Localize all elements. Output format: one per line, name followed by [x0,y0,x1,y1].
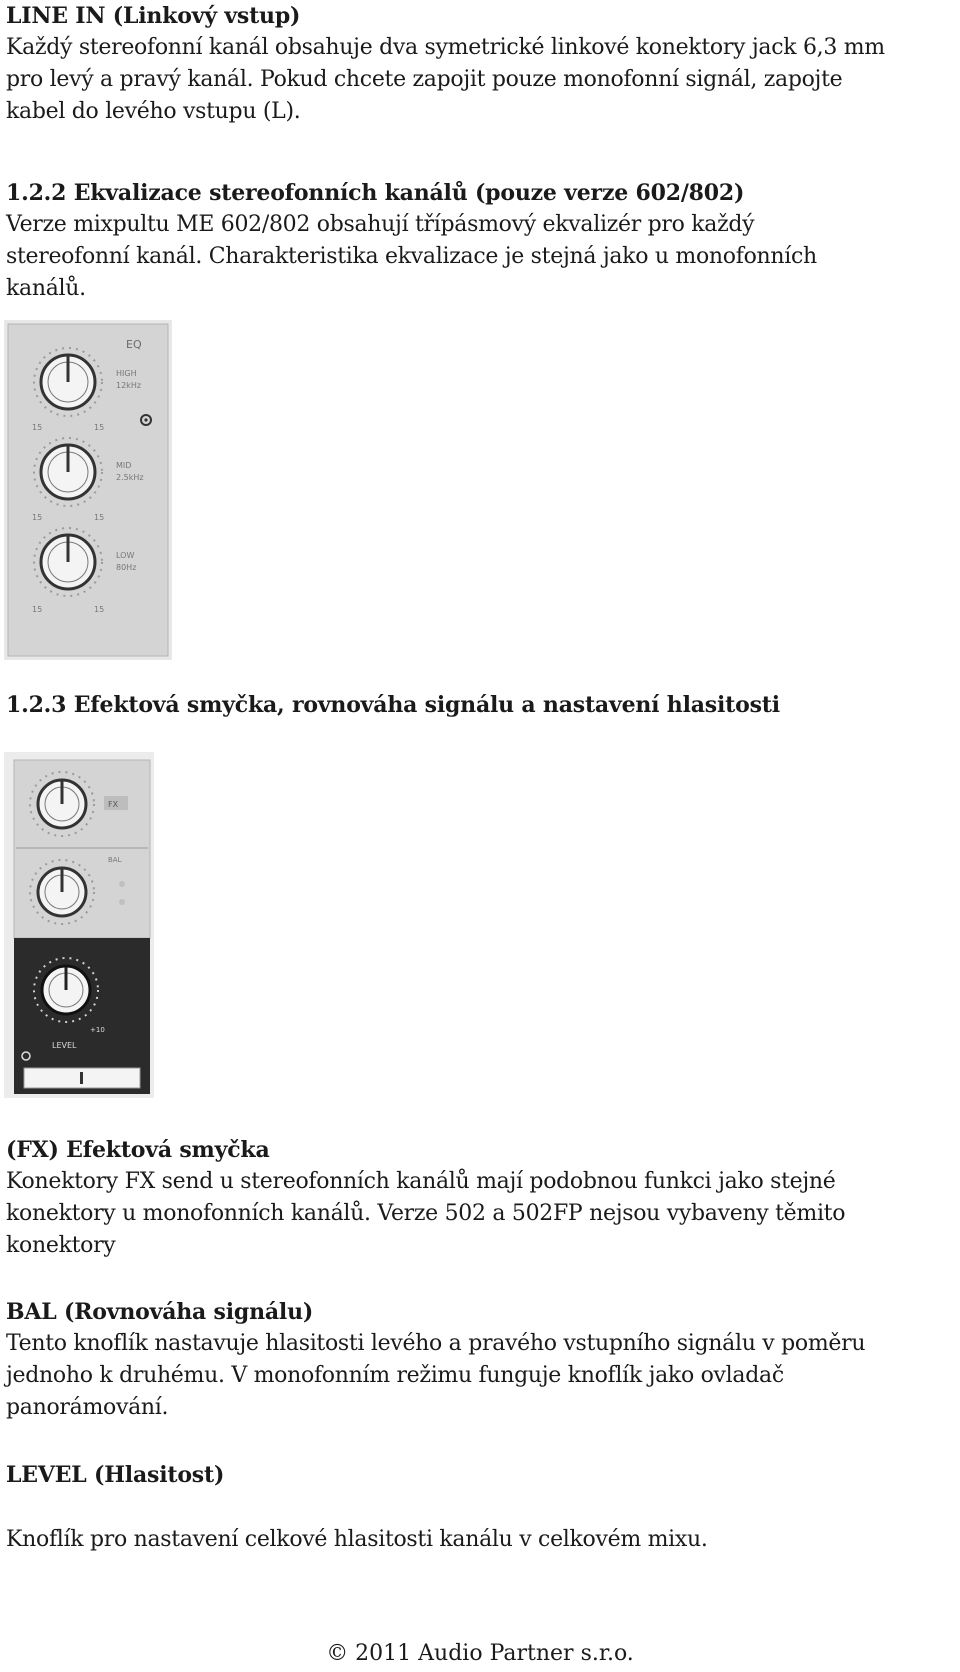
low-scale-max: 15 [94,605,105,614]
high-scale-min: 15 [32,423,43,432]
paragraph-line: konektory [6,1233,116,1258]
paragraph-line: Každý stereofonní kanál obsahuje dva symetrické linkové konektory jack 6,3 mm [6,35,885,60]
paragraph-line: Verze mixpultu ME 602/802 obsahují třípásmový ekvalizér pro každý [6,212,755,237]
mid-scale-min: 15 [32,513,43,522]
low-scale-min: 15 [32,605,43,614]
low-freq: 80Hz [116,563,137,572]
eq-panel-image [4,320,172,660]
mid-label: MID [116,461,132,470]
section-eq [6,177,936,305]
section-heading: 1.2.3 Efektová smyčka, rovnováha signálu a nastavení hlasitosti [6,692,780,718]
paragraph-line: jednoho k druhému. V monofonním režimu funguje knoflík jako ovladač [6,1363,784,1388]
high-scale-max: 15 [94,423,105,432]
section-bal [6,1296,936,1424]
paragraph-line: panorámování. [6,1395,169,1420]
paragraph-line: kabel do levého vstupu (L). [6,99,301,124]
section-line-in [6,0,936,128]
level-max-label: +10 [90,1026,105,1034]
fx-bal-level-panel-image [4,752,154,1098]
paragraph-line: konektory u monofonních kanálů. Verze 502 a 502FP nejsou vybaveny těmito [6,1201,846,1226]
fader-mark-icon [80,1072,83,1084]
paragraph-line: Konektory FX send u stereofonních kanálů mají podobnou funkci jako stejné [6,1169,836,1194]
mid-scale-max: 15 [94,513,105,522]
section-level-text [6,1524,936,1556]
paragraph-line: stereofonní kanál. Charakteristika ekvalizace je stejná jako u monofonních [6,244,817,269]
paragraph-line: Tento knoflík nastavuje hlasitosti levého a pravého vstupního signálu v poměru [6,1331,866,1356]
section-fx [6,1134,936,1262]
fx-label: FX [108,800,119,809]
section-heading: (FX) Efektová smyčka [6,1137,270,1163]
level-label: LEVEL [52,1041,77,1050]
page-footer: © 2011 Audio Partner s.r.o. [326,1641,634,1666]
bal-label: BAL [108,856,122,864]
section-heading: LEVEL (Hlasitost) [6,1462,225,1488]
mid-freq: 2.5kHz [116,473,144,482]
high-freq: 12kHz [116,381,142,390]
section-heading: BAL (Rovnováha signálu) [6,1299,314,1325]
section-heading: LINE IN (Linkový vstup) [6,3,301,29]
section-heading: 1.2.2 Ekvalizace stereofonních kanálů (pouze verze 602/802) [6,180,745,206]
paragraph-line: Knoflík pro nastavení celkové hlasitosti kanálu v celkovém mixu. [6,1527,708,1552]
high-label: HIGH [116,369,137,378]
paragraph-line: pro levý a pravý kanál. Pokud chcete zapojit pouze monofonní signál, zapojte [6,67,843,92]
eq-label: EQ [126,338,142,351]
section-fx-bal-level [6,689,936,721]
low-label: LOW [116,551,135,560]
section-level [6,1459,936,1491]
paragraph-line: kanálů. [6,276,86,301]
